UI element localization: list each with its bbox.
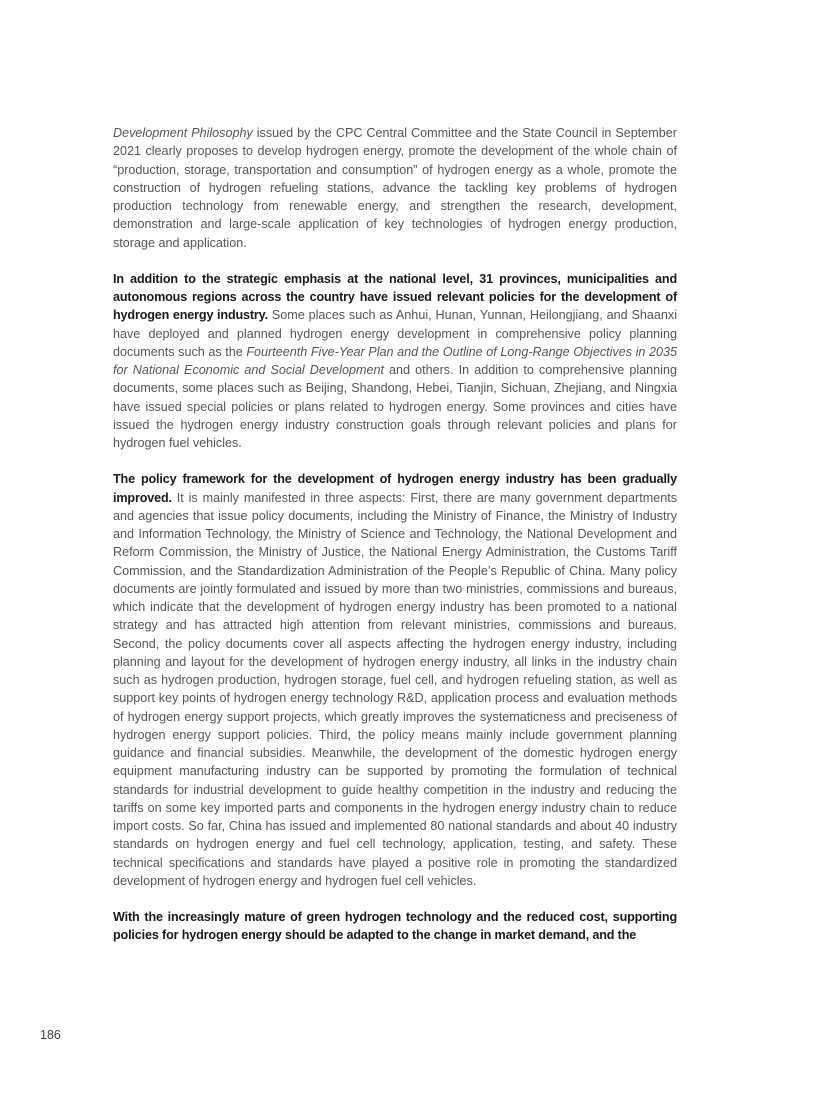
paragraph-text: Some places such as Anhui, Hunan, Yunnan, Heilongjiang, and Shaanxi have deployed and planned hydrogen energy development in comprehensive policy planning documents such as the <box>113 308 677 359</box>
paragraph-text: and others. In addition to comprehensive planning documents, some places such as Beijing, Shandong, Hebei, Tianjin, Sichuan, Zhejiang, and Ningxia have issued special policies or plans related to hydrogen energy. Some provinces and cities have issued the hydrogen energy industry construction goals through relevant policies and plans for hydrogen fuel vehicles. <box>113 363 677 450</box>
italic-document-title: Fourteenth Five-Year Plan and the Outline of Long-Range Objectives in 2035 for National Economic and Social Development <box>113 344 678 377</box>
paragraph-policy-framework <box>113 470 677 890</box>
paragraph-provincial-policies <box>113 270 677 453</box>
paragraph-green-hydrogen <box>113 908 677 945</box>
page-body <box>113 124 677 962</box>
paragraph-text: It is mainly manifested in three aspects: First, there are many government departments and agencies that issue policy documents, including the Ministry of Finance, the Ministry of Industry and Information Technology, the Ministry of Science and Technology, the National Development and Reform Commission, the Ministry of Justice, the National Energy Administration, the Customs Tariff Commission, and the Standardization Administration of the People’s Republic of China. Many policy documents are jointly formulated and issued by more than two ministries, commissions and bureaus, which indicate that the development of hydrogen energy industry has been promoted to a national strategy and has attracted high attention from relevant ministries, commissions and bureaus. Second, the policy documents cover all aspects affecting the hydrogen energy industry, including planning and layout for the development of hydrogen energy industry, all links in the industry chain such as hydrogen production, hydrogen storage, fuel cell, and hydrogen refueling station, as well as support key points of hydrogen energy technology R&D, application process and evaluation methods of hydrogen energy support projects, which greatly improves the systematicness and preciseness of hydrogen energy support policies. Third, the policy means mainly include government planning guidance and financial subsidies. Meanwhile, the development of the domestic hydrogen energy equipment manufacturing industry can be supported by promoting the formulation of technical standards for industrial development to guide healthy competition in the industry and reducing the tariffs on some key imported parts and components in the hydrogen energy industry chain to reduce import costs. So far, China has issued and implemented 80 national standards and about 40 industry standards on hydrogen energy and fuel cell technology, application, testing, and safety. These technical specifications and standards have played a positive role in promoting the standardized development of hydrogen energy and hydrogen fuel cell vehicles. <box>113 490 677 888</box>
paragraph-lead-sentence: With the increasingly mature of green hydrogen technology and the reduced cost, supporting policies for hydrogen energy should be adapted to the change in market demand, and the <box>113 910 677 943</box>
paragraph-lead-sentence: The policy framework for the development of hydrogen energy industry has been gradually improved. <box>113 472 677 505</box>
italic-document-title: Development Philosophy <box>113 126 253 140</box>
paragraph-text: issued by the CPC Central Committee and the State Council in September 2021 clearly proposes to develop hydrogen energy, promote the development of the whole chain of “production, storage, transportation and consumption” of hydrogen energy as a whole, promote the construction of hydrogen refueling stations, advance the tackling key problems of hydrogen production technology from renewable energy, and strengthen the research, development, demonstration and large-scale application of key technologies of hydrogen energy production, storage and application. <box>113 126 677 250</box>
page-number: 186 <box>40 1028 61 1042</box>
paragraph-lead-sentence: In addition to the strategic emphasis at the national level, 31 provinces, municipalities and autonomous regions across the country have issued relevant policies for the development of hydrogen energy industry. <box>113 271 677 323</box>
paragraph-development-philosophy <box>113 124 677 252</box>
